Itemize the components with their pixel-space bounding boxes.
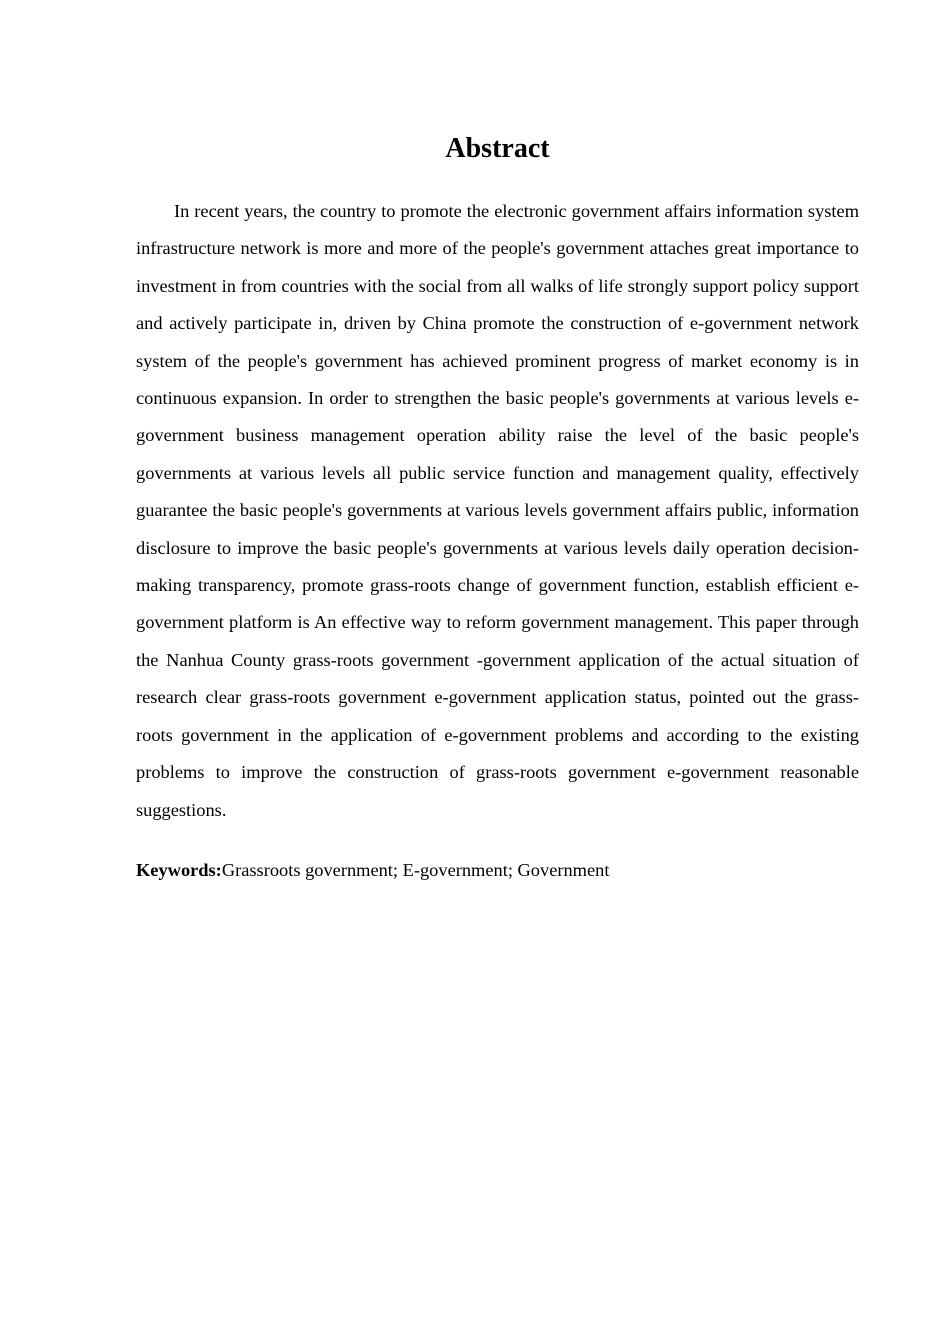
abstract-paragraph: In recent years, the country to promote the electronic government affairs information system infrastructure network is more and more of the people's government attaches great importance to investment in from countries with the social from all walks of life strongly support policy support and actively participate in, driven by China promote the construction of e-government network system of the people's government has achieved prominent progress of market economy is in continuous expansion. In order to strengthen the basic people's governments at various levels e-government business management operation ability raise the level of the basic people's governments at various levels all public service function and management quality, effectively guarantee the basic people's governments at various levels government affairs public, information disclosure to improve the basic people's governments at various levels daily operation decision-making transparency, promote grass-roots change of government function, establish efficient e-government platform is An effective way to reform government management. This paper through the Nanhua County grass-roots government -government application of the actual situation of research clear grass-roots government e-government application status, pointed out the grass-roots government in the application of e-government problems and according to the existing problems to improve the construction of grass-roots government e-government reasonable suggestions. — [136, 201, 859, 820]
keywords-label: Keywords: — [136, 860, 222, 880]
page-title: Abstract — [445, 133, 550, 164]
keywords-line — [136, 852, 859, 888]
keywords-text: Grassroots government; E-government; Government — [221, 860, 610, 880]
